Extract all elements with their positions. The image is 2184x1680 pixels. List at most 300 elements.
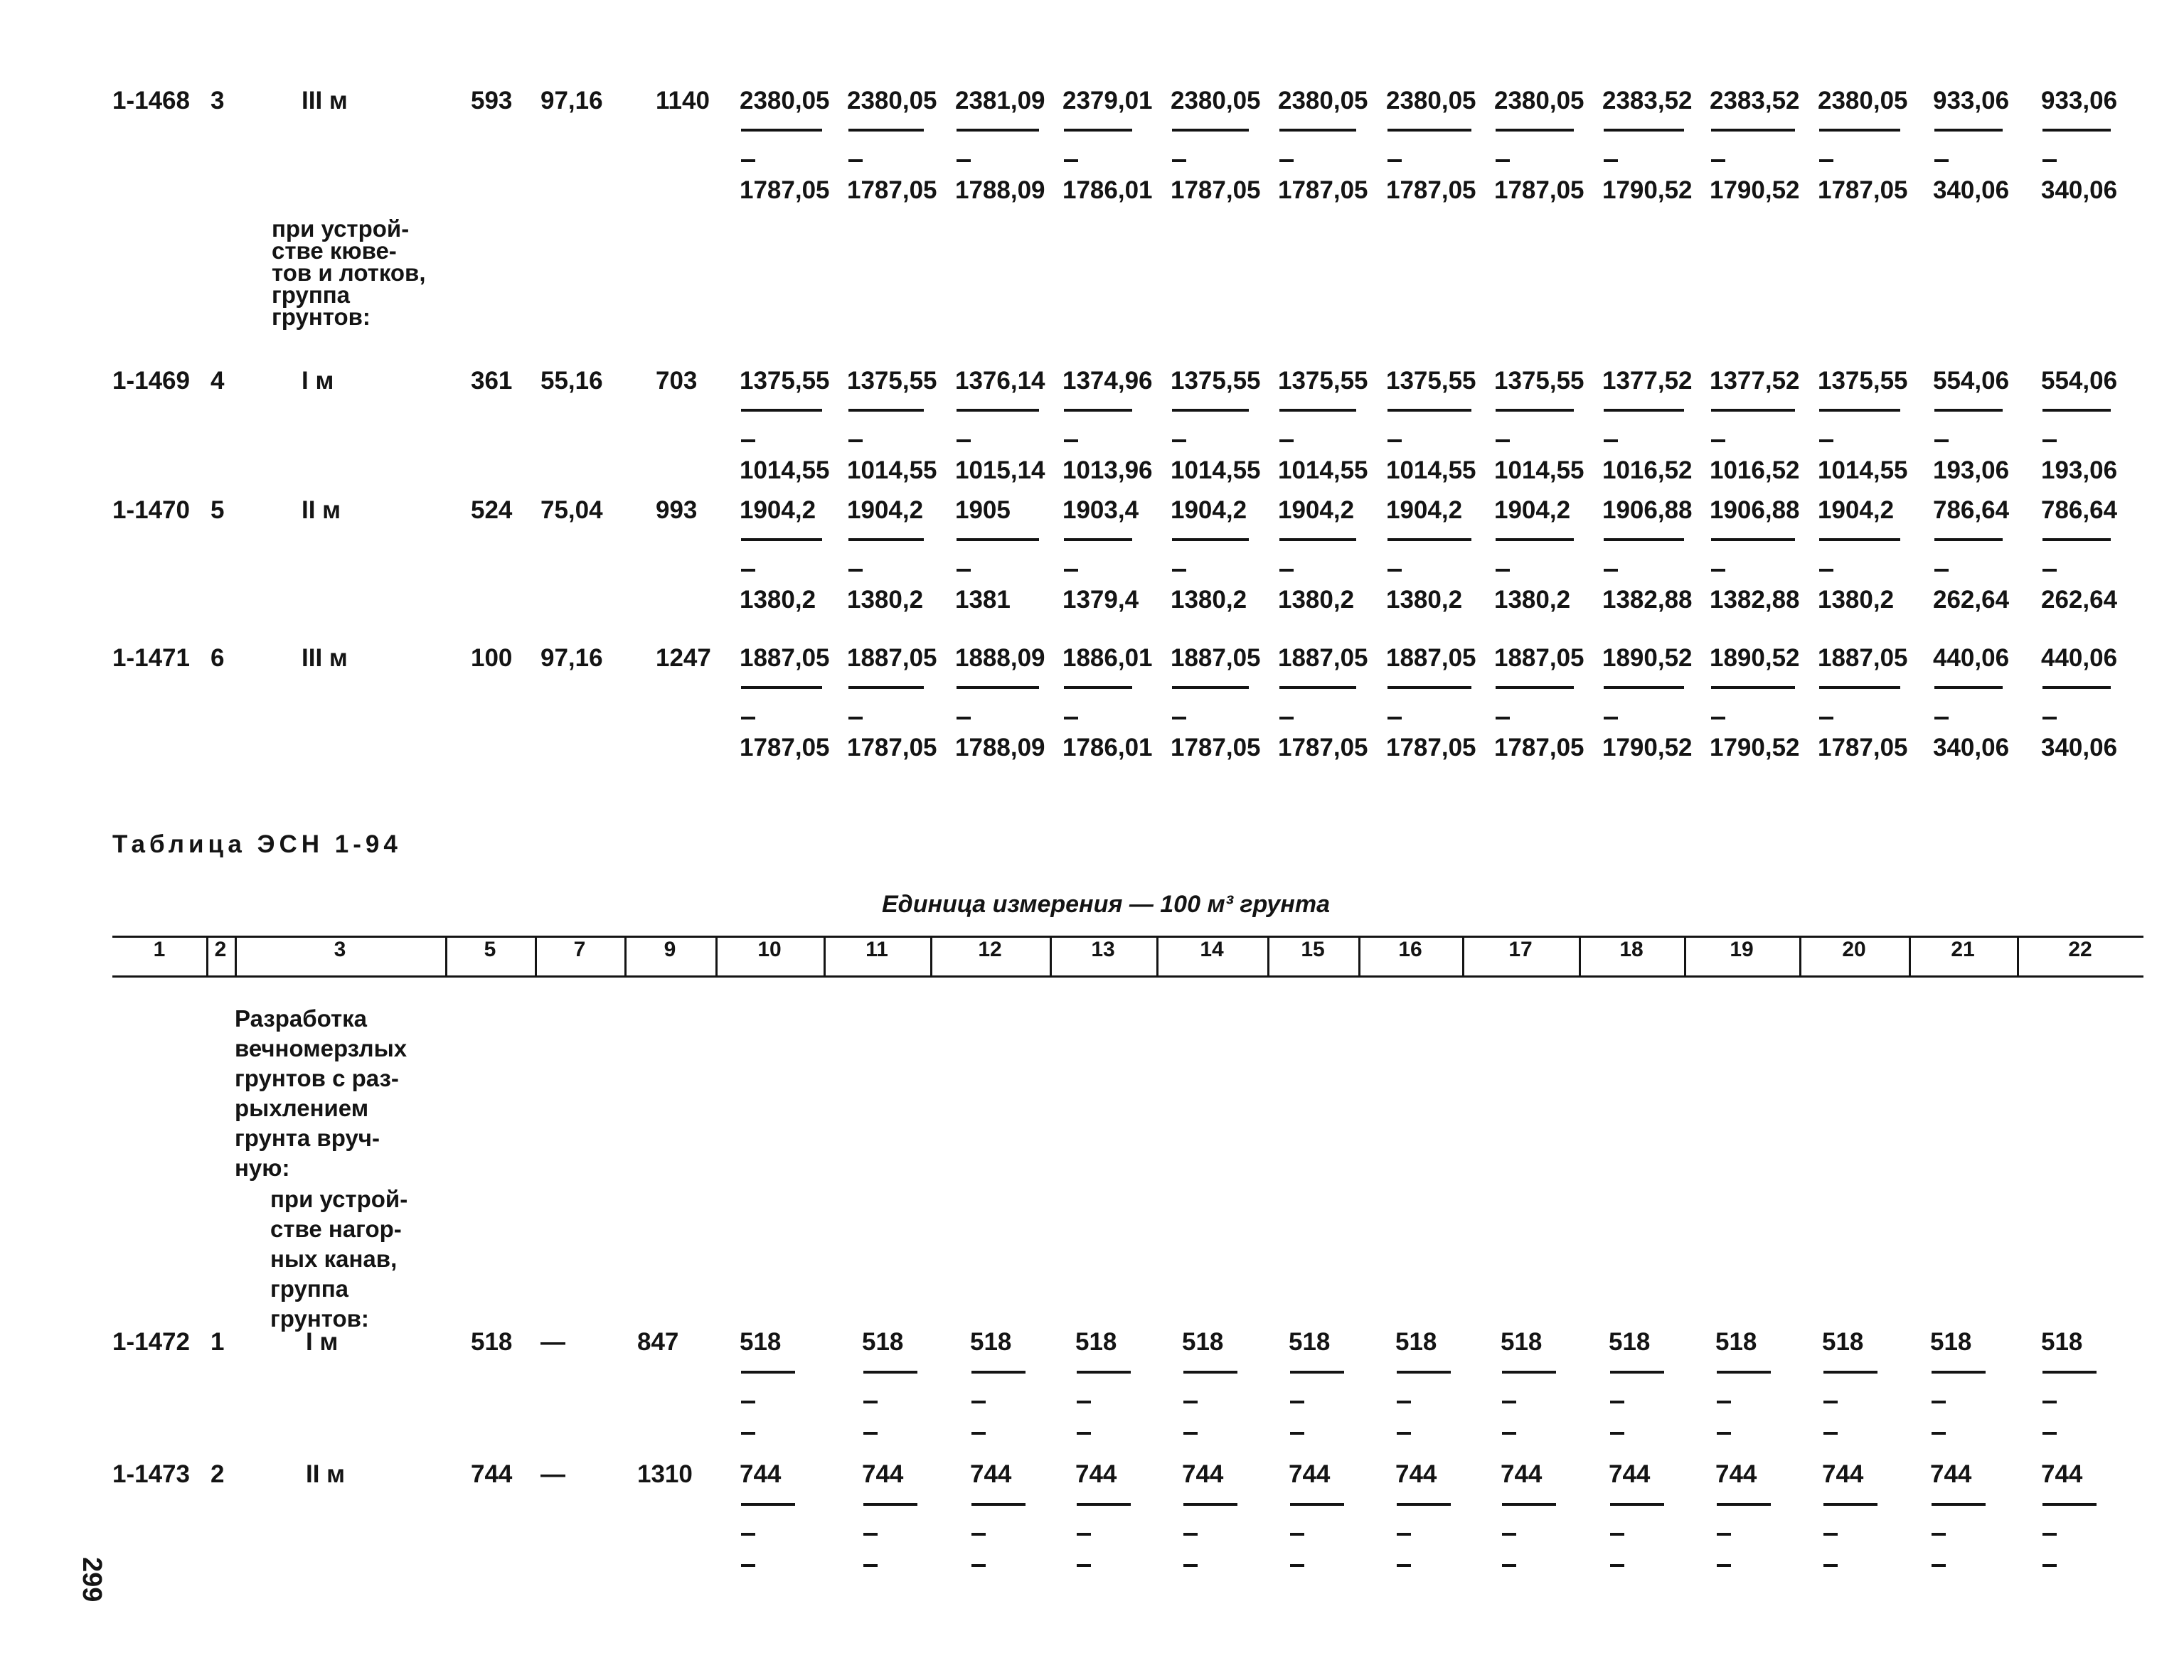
cost-value-upper: 2380,05 [847, 87, 937, 114]
fraction-rule [1604, 129, 1684, 132]
minus-mark [1502, 1432, 1516, 1435]
cost-value-lower: 1014,55 [847, 456, 937, 484]
cost-value-lower: 1787,05 [1171, 734, 1261, 761]
fraction-rule [1172, 686, 1249, 689]
minus-mark [741, 1432, 755, 1435]
minus-mark [1290, 1533, 1304, 1536]
fraction-rule [848, 686, 924, 689]
cost-value-upper: 1904,2 [1386, 496, 1463, 524]
fraction-rule [1290, 1371, 1344, 1374]
cost-value-lower: 340,06 [2041, 734, 2118, 761]
minus-mark [863, 1564, 878, 1567]
section-title-line: вечномерзлых [235, 1035, 407, 1061]
fraction-rule [957, 686, 1039, 689]
fraction-rule [2042, 1371, 2097, 1374]
minus-mark [2042, 1432, 2057, 1435]
fraction-rule [2042, 538, 2111, 541]
cost-value-lower: 1380,2 [1818, 586, 1895, 614]
cost-value-lower: 340,06 [2041, 176, 2118, 204]
minus-mark [2042, 1533, 2057, 1536]
cost-value: 744 [970, 1460, 1012, 1488]
header-cell: 5 [484, 938, 496, 961]
fraction-rule [1387, 409, 1471, 412]
cost-value: 518 [1289, 1328, 1331, 1356]
fraction-rule [957, 538, 1039, 541]
cost-value: 744 [862, 1460, 904, 1488]
fraction-rule [1819, 686, 1900, 689]
section-subtitle-line: при устрой- [270, 1186, 408, 1212]
minus-mark [2042, 1401, 2057, 1403]
minus-mark [2042, 159, 2057, 162]
cost-value-upper: 1904,2 [1278, 496, 1355, 524]
minus-mark [1279, 159, 1294, 162]
fraction-rule [1279, 129, 1356, 132]
cost-value-lower: 1014,55 [1494, 456, 1584, 484]
subheading-line: грунтов: [272, 304, 371, 330]
minus-mark [971, 1533, 986, 1536]
fraction-rule [1711, 686, 1795, 689]
row-col9: 847 [637, 1328, 679, 1356]
row-col7: 75,04 [540, 496, 603, 524]
minus-mark [1387, 439, 1402, 442]
row-number: 1 [211, 1328, 225, 1356]
cost-value-lower: 1014,55 [1171, 456, 1261, 484]
header-cell: 3 [334, 938, 346, 961]
cost-value-lower: 1016,52 [1710, 456, 1800, 484]
cost-value-upper: 1886,01 [1062, 644, 1153, 672]
cost-value: 744 [1715, 1460, 1757, 1488]
minus-mark [1717, 1533, 1731, 1536]
row-col7: 97,16 [540, 644, 603, 672]
cost-value-lower: 193,06 [1933, 456, 2010, 484]
header-cell: 19 [1730, 938, 1754, 961]
cost-value-upper: 1887,05 [1818, 644, 1908, 672]
minus-mark [863, 1533, 878, 1536]
cost-value-lower: 262,64 [1933, 586, 2010, 614]
fraction-rule [1604, 538, 1684, 541]
fraction-rule [1077, 1371, 1131, 1374]
row-soil-group: III м [302, 87, 348, 114]
row-col9: 1247 [656, 644, 711, 672]
minus-mark [741, 1564, 755, 1567]
cost-value: 518 [1075, 1328, 1117, 1356]
cost-value: 518 [740, 1328, 782, 1356]
minus-mark [741, 159, 755, 162]
minus-mark [1717, 1401, 1731, 1403]
row-number: 6 [211, 644, 225, 672]
minus-mark [1932, 1533, 1946, 1536]
fraction-rule [1823, 1503, 1877, 1506]
cost-value: 518 [1395, 1328, 1437, 1356]
minus-mark [1064, 717, 1078, 719]
fraction-rule [1823, 1371, 1877, 1374]
cost-value-upper: 1903,4 [1062, 496, 1139, 524]
minus-mark [1183, 1401, 1198, 1403]
fraction-rule [1819, 129, 1900, 132]
minus-mark [1610, 1432, 1624, 1435]
minus-mark [957, 717, 971, 719]
fraction-rule [1496, 686, 1574, 689]
cost-value-upper: 440,06 [2041, 644, 2118, 672]
minus-mark [1819, 717, 1833, 719]
cost-value-upper: 2380,05 [1171, 87, 1261, 114]
minus-mark [1819, 569, 1833, 572]
cost-value-lower: 1790,52 [1602, 176, 1693, 204]
fraction-rule [1064, 538, 1132, 541]
cost-value-upper: 1906,88 [1602, 496, 1693, 524]
minus-mark [1077, 1533, 1091, 1536]
fraction-rule [2042, 409, 2111, 412]
minus-mark [1932, 1564, 1946, 1567]
cost-value-lower: 1787,05 [1278, 734, 1368, 761]
cost-value: 518 [1182, 1328, 1224, 1356]
row-number: 2 [211, 1460, 225, 1488]
fraction-rule [741, 1371, 795, 1374]
minus-mark [1183, 1564, 1198, 1567]
minus-mark [863, 1432, 878, 1435]
row-col7: 97,16 [540, 87, 603, 114]
cost-value-lower: 1380,2 [847, 586, 924, 614]
header-cell: 18 [1619, 938, 1644, 961]
row-soil-group: II м [302, 496, 341, 524]
minus-mark [1823, 1564, 1838, 1567]
cost-value-upper: 1887,05 [1278, 644, 1368, 672]
minus-mark [1823, 1432, 1838, 1435]
cost-value-upper: 2381,09 [955, 87, 1045, 114]
cost-value: 744 [740, 1460, 782, 1488]
cost-value-upper: 2380,05 [1818, 87, 1908, 114]
fraction-rule [1932, 1503, 1986, 1506]
fraction-rule [1064, 409, 1132, 412]
fraction-rule [1610, 1371, 1664, 1374]
cost-value-lower: 1787,05 [1386, 734, 1476, 761]
cost-value-lower: 1015,14 [955, 456, 1045, 484]
cost-value-upper: 2380,05 [1278, 87, 1368, 114]
minus-mark [1172, 717, 1186, 719]
minus-mark [1934, 717, 1949, 719]
cost-value: 744 [1289, 1460, 1331, 1488]
fraction-rule [971, 1503, 1026, 1506]
cost-value-upper: 1887,05 [1494, 644, 1584, 672]
cost-value-upper: 1376,14 [955, 367, 1045, 395]
cost-value: 518 [2041, 1328, 2083, 1356]
cost-value-upper: 786,64 [2041, 496, 2118, 524]
fraction-rule [1064, 129, 1132, 132]
minus-mark [1279, 717, 1294, 719]
cost-value-upper: 1890,52 [1710, 644, 1800, 672]
minus-mark [1711, 569, 1725, 572]
cost-value: 518 [1930, 1328, 1972, 1356]
cost-value-lower: 1381 [955, 586, 1011, 614]
fraction-rule [1496, 538, 1574, 541]
fraction-rule [848, 129, 924, 132]
minus-mark [848, 717, 863, 719]
fraction-rule [1502, 1371, 1556, 1374]
header-cell: 21 [1951, 938, 1975, 961]
cost-value-upper: 1887,05 [847, 644, 937, 672]
fraction-rule [1604, 686, 1684, 689]
row-code: 1-1469 [112, 367, 190, 395]
fraction-rule [1819, 409, 1900, 412]
minus-mark [2042, 1564, 2057, 1567]
cost-value-lower: 340,06 [1933, 734, 2010, 761]
minus-mark [1290, 1401, 1304, 1403]
minus-mark [1823, 1533, 1838, 1536]
header-cell: 16 [1398, 938, 1422, 961]
cost-value-upper: 1904,2 [847, 496, 924, 524]
fraction-rule [741, 538, 822, 541]
subheading-line: при устрой- [272, 215, 410, 242]
minus-mark [1610, 1401, 1624, 1403]
cost-value-lower: 262,64 [2041, 586, 2118, 614]
minus-mark [1077, 1564, 1091, 1567]
cost-value-lower: 193,06 [2041, 456, 2118, 484]
fraction-rule [1290, 1503, 1344, 1506]
cost-value: 744 [1609, 1460, 1651, 1488]
cost-value-lower: 1014,55 [1278, 456, 1368, 484]
cost-value-lower: 1787,05 [847, 734, 937, 761]
row-col5: 100 [471, 644, 513, 672]
page-number: 299 [77, 1557, 107, 1603]
cost-value-upper: 440,06 [1933, 644, 2010, 672]
fraction-rule [848, 409, 924, 412]
header-top-rule [112, 936, 2143, 938]
fraction-rule [1387, 686, 1471, 689]
minus-mark [1172, 439, 1186, 442]
minus-mark [2042, 439, 2057, 442]
minus-mark [1604, 439, 1618, 442]
section-title-line: ную: [235, 1155, 290, 1181]
fraction-rule [1934, 686, 2003, 689]
minus-mark [2042, 569, 2057, 572]
fraction-rule [1934, 129, 2003, 132]
cost-value-upper: 2379,01 [1062, 87, 1153, 114]
minus-mark [1387, 717, 1402, 719]
section-title-line: Разработка [235, 1005, 367, 1032]
minus-mark [1397, 1401, 1411, 1403]
cost-value-upper: 2380,05 [1494, 87, 1584, 114]
row-number: 3 [211, 87, 225, 114]
cost-value-upper: 1904,2 [1818, 496, 1895, 524]
cost-value-upper: 2380,05 [740, 87, 830, 114]
fraction-rule [2042, 129, 2111, 132]
cost-value-lower: 1790,52 [1710, 176, 1800, 204]
unit-caption: Единица измерения — 100 м³ грунта [882, 891, 1330, 918]
cost-value-lower: 1790,52 [1602, 734, 1693, 761]
row-soil-group: I м [306, 1328, 339, 1356]
minus-mark [1279, 569, 1294, 572]
minus-mark [1932, 1432, 1946, 1435]
cost-value-upper: 1375,55 [1818, 367, 1908, 395]
row-col9: 1310 [637, 1460, 693, 1488]
minus-mark [1183, 1533, 1198, 1536]
header-cell: 2 [214, 938, 227, 961]
subheading-line: группа [272, 282, 351, 308]
cost-value-lower: 1382,88 [1602, 586, 1693, 614]
minus-mark [1064, 569, 1078, 572]
cost-value-upper: 786,64 [1933, 496, 2010, 524]
header-cell: 20 [1842, 938, 1866, 961]
cost-value-lower: 1787,05 [740, 734, 830, 761]
row-code: 1-1470 [112, 496, 190, 524]
row-col7: — [540, 1460, 565, 1488]
row-col5: 744 [471, 1460, 513, 1488]
fraction-rule [1932, 1371, 1986, 1374]
cost-value-lower: 1013,96 [1062, 456, 1153, 484]
minus-mark [957, 439, 971, 442]
cost-value-upper: 1904,2 [1494, 496, 1571, 524]
fraction-rule [863, 1371, 917, 1374]
header-cell: 17 [1508, 938, 1533, 961]
cost-value-upper: 933,06 [2041, 87, 2118, 114]
row-col9: 993 [656, 496, 698, 524]
cost-value-lower: 1786,01 [1062, 734, 1153, 761]
row-code: 1-1473 [112, 1460, 190, 1488]
fraction-rule [1077, 1503, 1131, 1506]
fraction-rule [971, 1371, 1026, 1374]
row-col5: 518 [471, 1328, 513, 1356]
cost-value: 744 [1501, 1460, 1543, 1488]
cost-value-lower: 1380,2 [1171, 586, 1247, 614]
row-number: 4 [211, 367, 225, 395]
cost-value-lower: 1787,05 [740, 176, 830, 204]
cost-value-upper: 554,06 [2041, 367, 2118, 395]
row-code: 1-1471 [112, 644, 190, 672]
fraction-rule [863, 1503, 917, 1506]
fraction-rule [957, 409, 1039, 412]
header-cell: 13 [1091, 938, 1115, 961]
header-cell: 14 [1200, 938, 1224, 961]
cost-value-lower: 1380,2 [1386, 586, 1463, 614]
cost-value-upper: 1375,55 [847, 367, 937, 395]
fraction-rule [957, 129, 1039, 132]
cost-value: 744 [1930, 1460, 1972, 1488]
cost-value: 744 [1395, 1460, 1437, 1488]
fraction-rule [1387, 538, 1471, 541]
section-subtitle-line: грунтов: [270, 1305, 369, 1332]
minus-mark [1397, 1533, 1411, 1536]
minus-mark [1502, 1533, 1516, 1536]
minus-mark [1934, 569, 1949, 572]
cost-value-lower: 1014,55 [1386, 456, 1476, 484]
minus-mark [1932, 1401, 1946, 1403]
cost-value-upper: 1906,88 [1710, 496, 1800, 524]
section-title-line: грунтов с раз- [235, 1065, 399, 1091]
minus-mark [1604, 569, 1618, 572]
row-col5: 524 [471, 496, 513, 524]
fraction-rule [1610, 1503, 1664, 1506]
cost-value-upper: 2383,52 [1602, 87, 1693, 114]
minus-mark [1610, 1533, 1624, 1536]
minus-mark [1604, 159, 1618, 162]
header-cell: 11 [865, 938, 888, 961]
minus-mark [1604, 717, 1618, 719]
cost-value-lower: 1380,2 [740, 586, 816, 614]
section-title-line: грунта вруч- [235, 1125, 380, 1151]
fraction-rule [1183, 1503, 1237, 1506]
cost-value-lower: 1382,88 [1710, 586, 1800, 614]
minus-mark [1064, 439, 1078, 442]
cost-value: 518 [862, 1328, 904, 1356]
cost-value-upper: 1887,05 [1171, 644, 1261, 672]
cost-value-upper: 1377,52 [1710, 367, 1800, 395]
fraction-rule [741, 1503, 795, 1506]
cost-value-lower: 1787,05 [1171, 176, 1261, 204]
section-subtitle-line: ных канав, [270, 1246, 398, 1272]
minus-mark [1717, 1564, 1731, 1567]
cost-value-upper: 1887,05 [1386, 644, 1476, 672]
cost-value-upper: 1375,55 [1494, 367, 1584, 395]
cost-value-upper: 1887,05 [740, 644, 830, 672]
fraction-rule [1496, 129, 1574, 132]
cost-value-upper: 1375,55 [1171, 367, 1261, 395]
fraction-rule [1711, 129, 1795, 132]
row-soil-group: III м [302, 644, 348, 672]
minus-mark [1496, 439, 1510, 442]
minus-mark [848, 439, 863, 442]
fraction-rule [1387, 129, 1471, 132]
minus-mark [1279, 439, 1294, 442]
cost-value-lower: 1014,55 [740, 456, 830, 484]
minus-mark [741, 717, 755, 719]
minus-mark [848, 159, 863, 162]
minus-mark [1934, 439, 1949, 442]
row-col7: 55,16 [540, 367, 603, 395]
cost-value-lower: 1016,52 [1602, 456, 1693, 484]
cost-value-upper: 1888,09 [955, 644, 1045, 672]
minus-mark [1064, 159, 1078, 162]
header-cell: 12 [978, 938, 1002, 961]
minus-mark [863, 1401, 878, 1403]
row-code: 1-1468 [112, 87, 190, 114]
minus-mark [741, 1401, 755, 1403]
cost-value-lower: 1014,55 [1818, 456, 1908, 484]
minus-mark [971, 1432, 986, 1435]
cost-value-lower: 1790,52 [1710, 734, 1800, 761]
cost-value-upper: 1904,2 [1171, 496, 1247, 524]
minus-mark [1387, 569, 1402, 572]
minus-mark [741, 1533, 755, 1536]
cost-value-lower: 1787,05 [1386, 176, 1476, 204]
cost-value: 744 [2041, 1460, 2083, 1488]
header-cell: 15 [1301, 938, 1325, 961]
subheading-line: тов и лотков, [272, 260, 426, 286]
minus-mark [1397, 1432, 1411, 1435]
cost-value-upper: 2383,52 [1710, 87, 1800, 114]
cost-value-upper: 933,06 [1933, 87, 2010, 114]
fraction-rule [1934, 409, 2003, 412]
cost-value-upper: 1375,55 [740, 367, 830, 395]
cost-value-lower: 1787,05 [1278, 176, 1368, 204]
cost-value-upper: 1904,2 [740, 496, 816, 524]
minus-mark [848, 569, 863, 572]
fraction-rule [1717, 1371, 1771, 1374]
row-soil-group: I м [302, 367, 334, 395]
minus-mark [971, 1564, 986, 1567]
minus-mark [957, 569, 971, 572]
minus-mark [741, 569, 755, 572]
fraction-rule [741, 129, 822, 132]
cost-value: 744 [1822, 1460, 1864, 1488]
table-caption: Таблица ЭСН 1-94 [112, 830, 402, 858]
cost-value-lower: 1380,2 [1278, 586, 1355, 614]
cost-value-upper: 1377,52 [1602, 367, 1693, 395]
row-code: 1-1472 [112, 1328, 190, 1356]
minus-mark [1502, 1564, 1516, 1567]
minus-mark [1819, 439, 1833, 442]
minus-mark [971, 1401, 986, 1403]
header-cell: 10 [757, 938, 782, 961]
